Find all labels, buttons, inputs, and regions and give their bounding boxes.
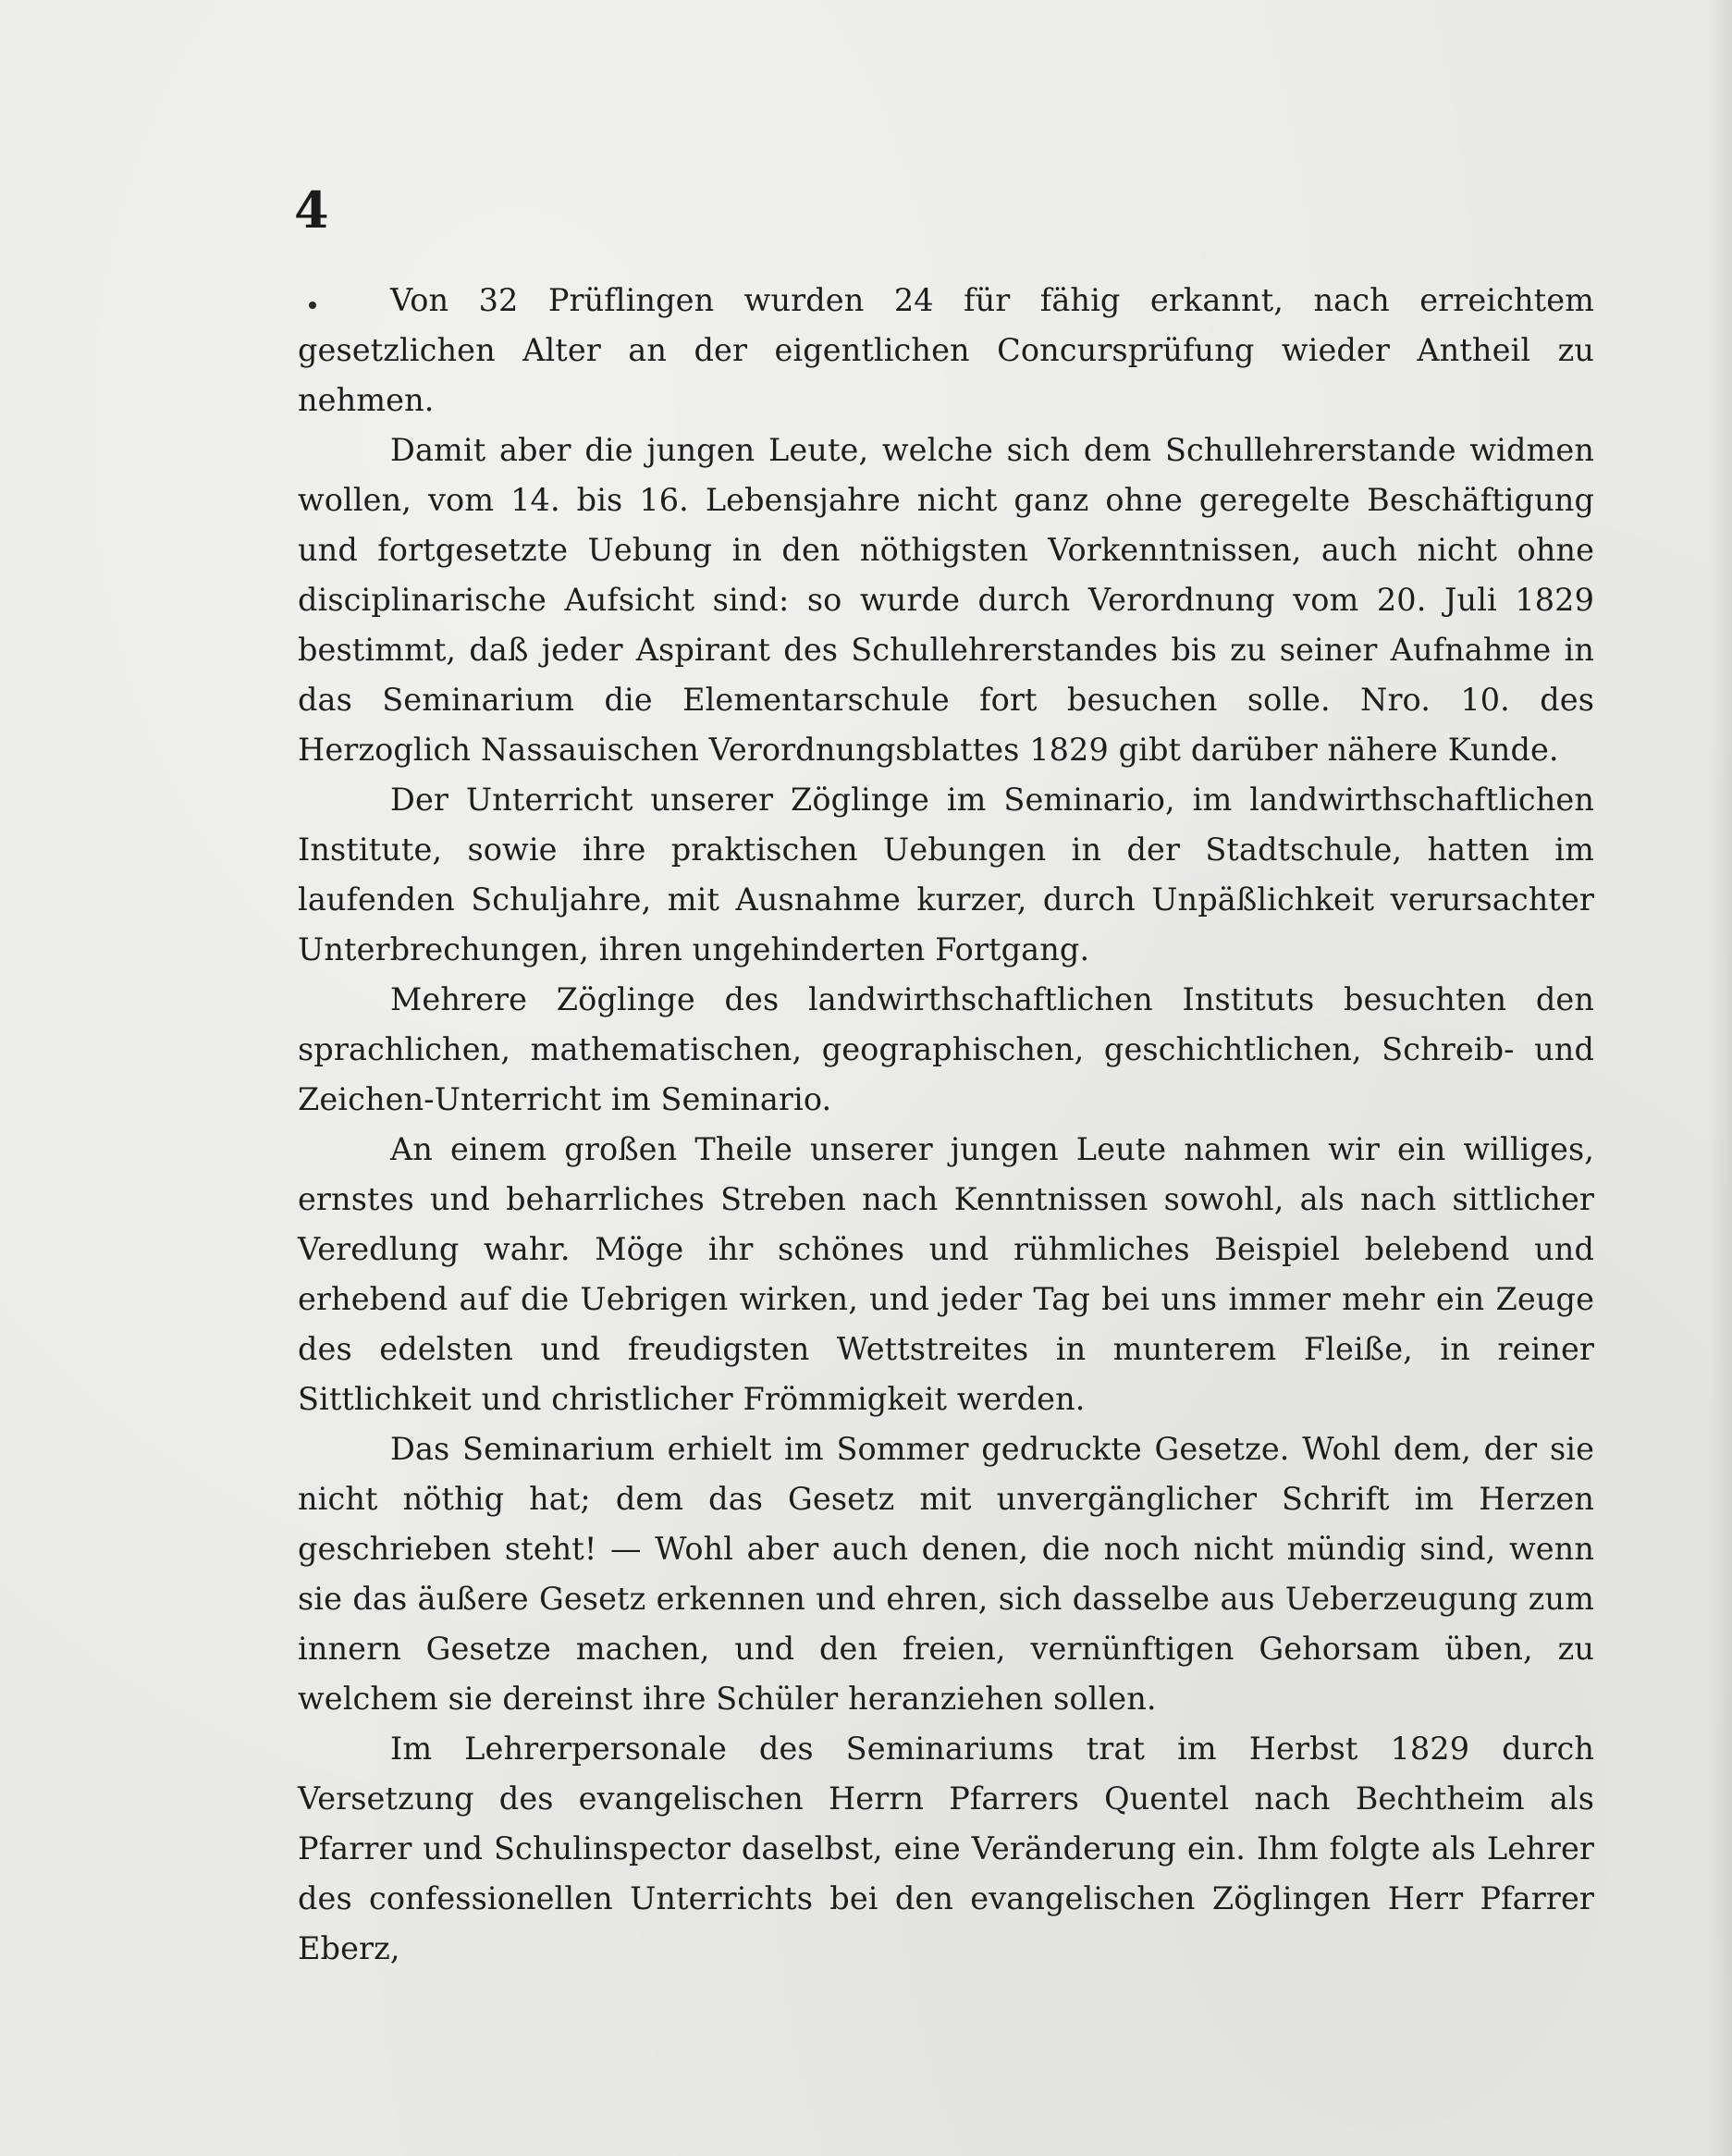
page-number: 4 [294, 180, 329, 240]
paragraph: Damit aber die jungen Leute, welche sich dem Schullehrerstande widmen wollen, vom 14. bis 16. Lebensjahre nicht ganz ohne geregelte Beschäftigung und fortgesetzte Uebung in den nöthigsten Vorkenntnissen, auch nicht ohne disciplinarische Aufsicht sind: so wurde durch Verordnung vom 20. Juli 1829 bestimmt, daß jeder Aspirant des Schullehrerstandes bis zu seiner Aufnahme in das Seminarium die Elementarschule fort besuchen solle. Nro. 10. des Herzoglich Nassauischen Verordnungsblattes 1829 gibt darüber nähere Kunde. [298, 432, 1594, 768]
paragraph: Mehrere Zöglinge des landwirthschaftlichen Instituts besuchten den sprachlichen, mathematischen, geographischen, geschichtlichen, Schreib- und Zeichen-Unterricht im Seminario. [298, 981, 1594, 1117]
paragraph: Von 32 Prüflingen wurden 24 für fähig erkannt, nach erreichtem gesetzlichen Alter an der eigentlichen Concursprüfung wieder Antheil zu nehmen. [298, 282, 1594, 418]
paragraph: An einem großen Theile unserer jungen Leute nahmen wir ein williges, ernstes und beharrliches Streben nach Kenntnissen sowohl, als nach sittlicher Veredlung wahr. Möge ihr schönes und rühmliches Beispiel belebend und erhebend auf die Uebrigen wirken, und jeder Tag bei uns immer mehr ein Zeuge des edelsten und freudigsten Wettstreites in munterem Fleiße, in reiner Sittlichkeit und christlicher Frömmigkeit werden. [298, 1131, 1594, 1417]
body-text [298, 276, 1594, 1974]
page-edge-shadow [1708, 0, 1732, 2156]
paragraph: Der Unterricht unserer Zöglinge im Seminario, im landwirthschaftlichen Institute, sowie ihre praktischen Uebungen in der Stadtschule, hatten im laufenden Schuljahre, mit Ausnahme kurzer, durch Unpäßlichkeit verursachter Unterbrechungen, ihren ungehinderten Fortgang. [298, 782, 1594, 967]
paragraph: Das Seminarium erhielt im Sommer gedruckte Gesetze. Wohl dem, der sie nicht nöthig hat; dem das Gesetz mit unvergänglicher Schrift im Herzen geschrieben steht! — Wohl aber auch denen, die noch nicht mündig sind, wenn sie das äußere Gesetz erkennen und ehren, sich dasselbe aus Ueberzeugung zum innern Gesetze machen, und den freien, vernünftigen Gehorsam üben, zu welchem sie dereinst ihre Schüler heranziehen sollen. [298, 1431, 1594, 1717]
paragraph: Im Lehrerpersonale des Seminariums trat im Herbst 1829 durch Versetzung des evangelischen Herrn Pfarrers Quentel nach Bechtheim als Pfarrer und Schulinspector daselbst, eine Veränderung ein. Ihm folgte als Lehrer des confessionellen Unterrichts bei den evangelischen Zöglingen Herr Pfarrer Eberz, [298, 1731, 1594, 1966]
